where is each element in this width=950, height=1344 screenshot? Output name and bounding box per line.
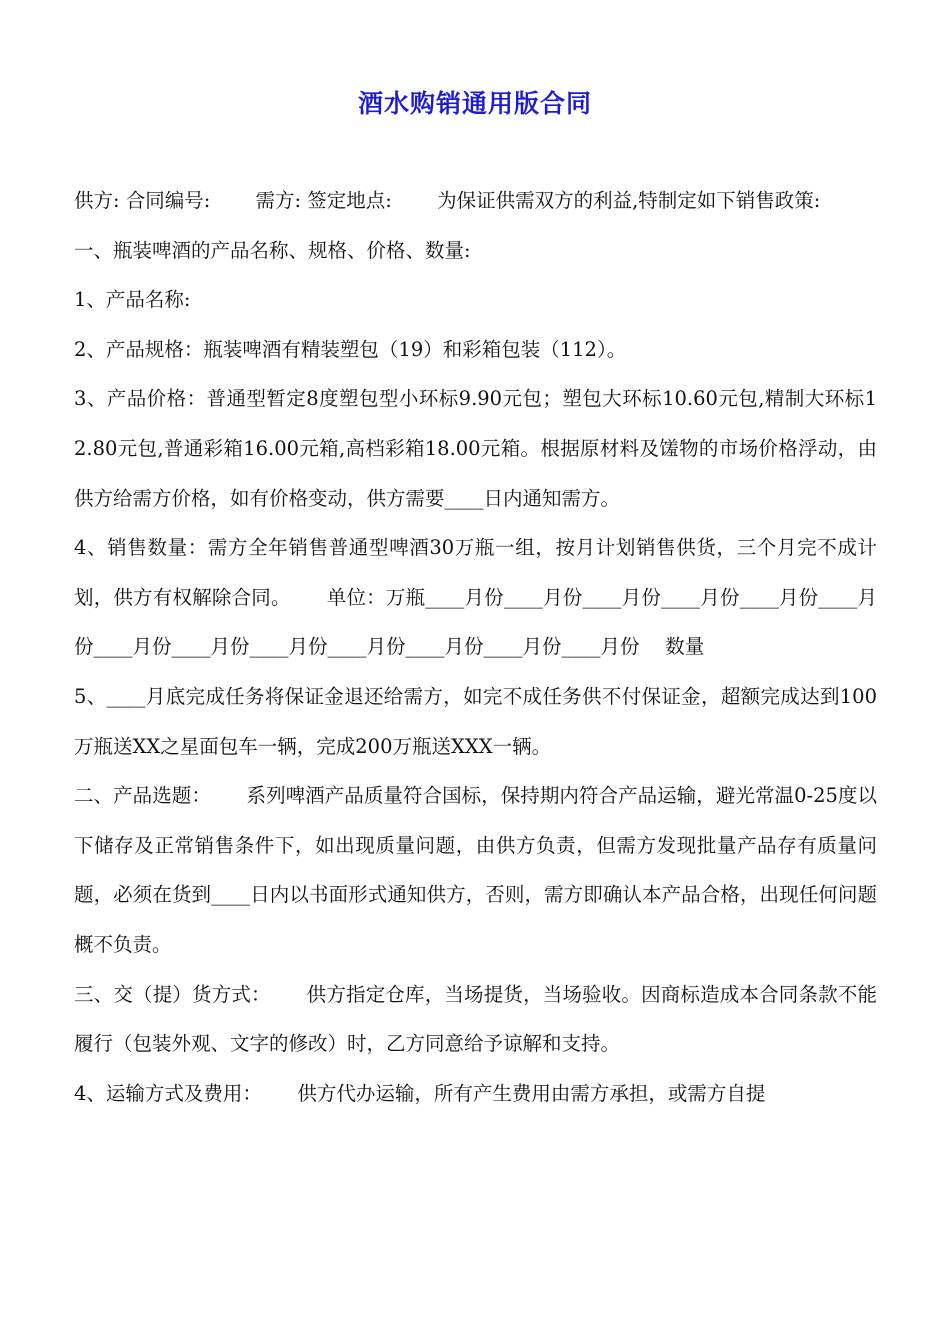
- document-title: 酒水购销通用版合同: [357, 89, 592, 118]
- paragraph-section-3-delivery: 三、交（提）货方式： 供方指定仓库，当场提货，当场验收。因商标造成本合同条款不能履行（包装外观、文字的修改）时，乙方同意给予谅解和支持。: [74, 982, 877, 1056]
- paragraph-product-price: 3、产品价格：普通型暂定8度塑包型小环标9.90元包；塑包大环标10.60元包,精制大环标12.80元包,普通彩箱16.00元箱,高档彩箱18.00元箱。根据原材料及馐物的市场价格浮动，由供方给需方价格，如有价格变动，供方需要____日内通知需方。: [74, 387, 877, 510]
- paragraph-transport: 4、运输方式及费用： 供方代办运输，所有产生费用由需方承担，或需方自提: [74, 1081, 766, 1105]
- paragraph-deposit: 5、____月底完成任务将保证金退还给需方，如完不成任务供不付保证金，超额完成达到100万瓶送XX之星面包车一辆，完成200万瓶送XXX一辆。: [74, 684, 877, 758]
- document-body: [74, 176, 877, 1118]
- paragraph-product-spec: 2、产品规格：瓶装啤酒有精装塑包（19）和彩箱包装（112）。: [74, 337, 627, 361]
- paragraph-product-name: 1、产品名称:: [74, 288, 191, 312]
- paragraph-sales-quantity: 4、销售数量：需方全年销售普通型啤酒30万瓶一组，按月计划销售供货，三个月完不成计划，供方有权解除合同。 单位：万瓶____月份____月份____月份____月份____月份____月份____月份____月份____月份____月份____月份____月份____月份 数量: [74, 536, 877, 659]
- paragraph-section-1-heading: 一、瓶装啤酒的产品名称、规格、价格、数量:: [74, 238, 471, 262]
- paragraph-parties: 供方: 合同编号: 需方: 签定地点: 为保证供需双方的利益,特制定如下销售政策:: [74, 189, 821, 212]
- paragraph-section-2-quality: 二、产品选题： 系列啤酒产品质量符合国标，保持期内符合产品运输，避光常温0-25度以下储存及正常销售条件下，如出现质量问题，由供方负责，但需方发现批量产品存有质量问题，必须在货到____日内以书面形式通知供方，否则，需方即确认本产品合格，出现任何问题概不负责。: [74, 784, 877, 956]
